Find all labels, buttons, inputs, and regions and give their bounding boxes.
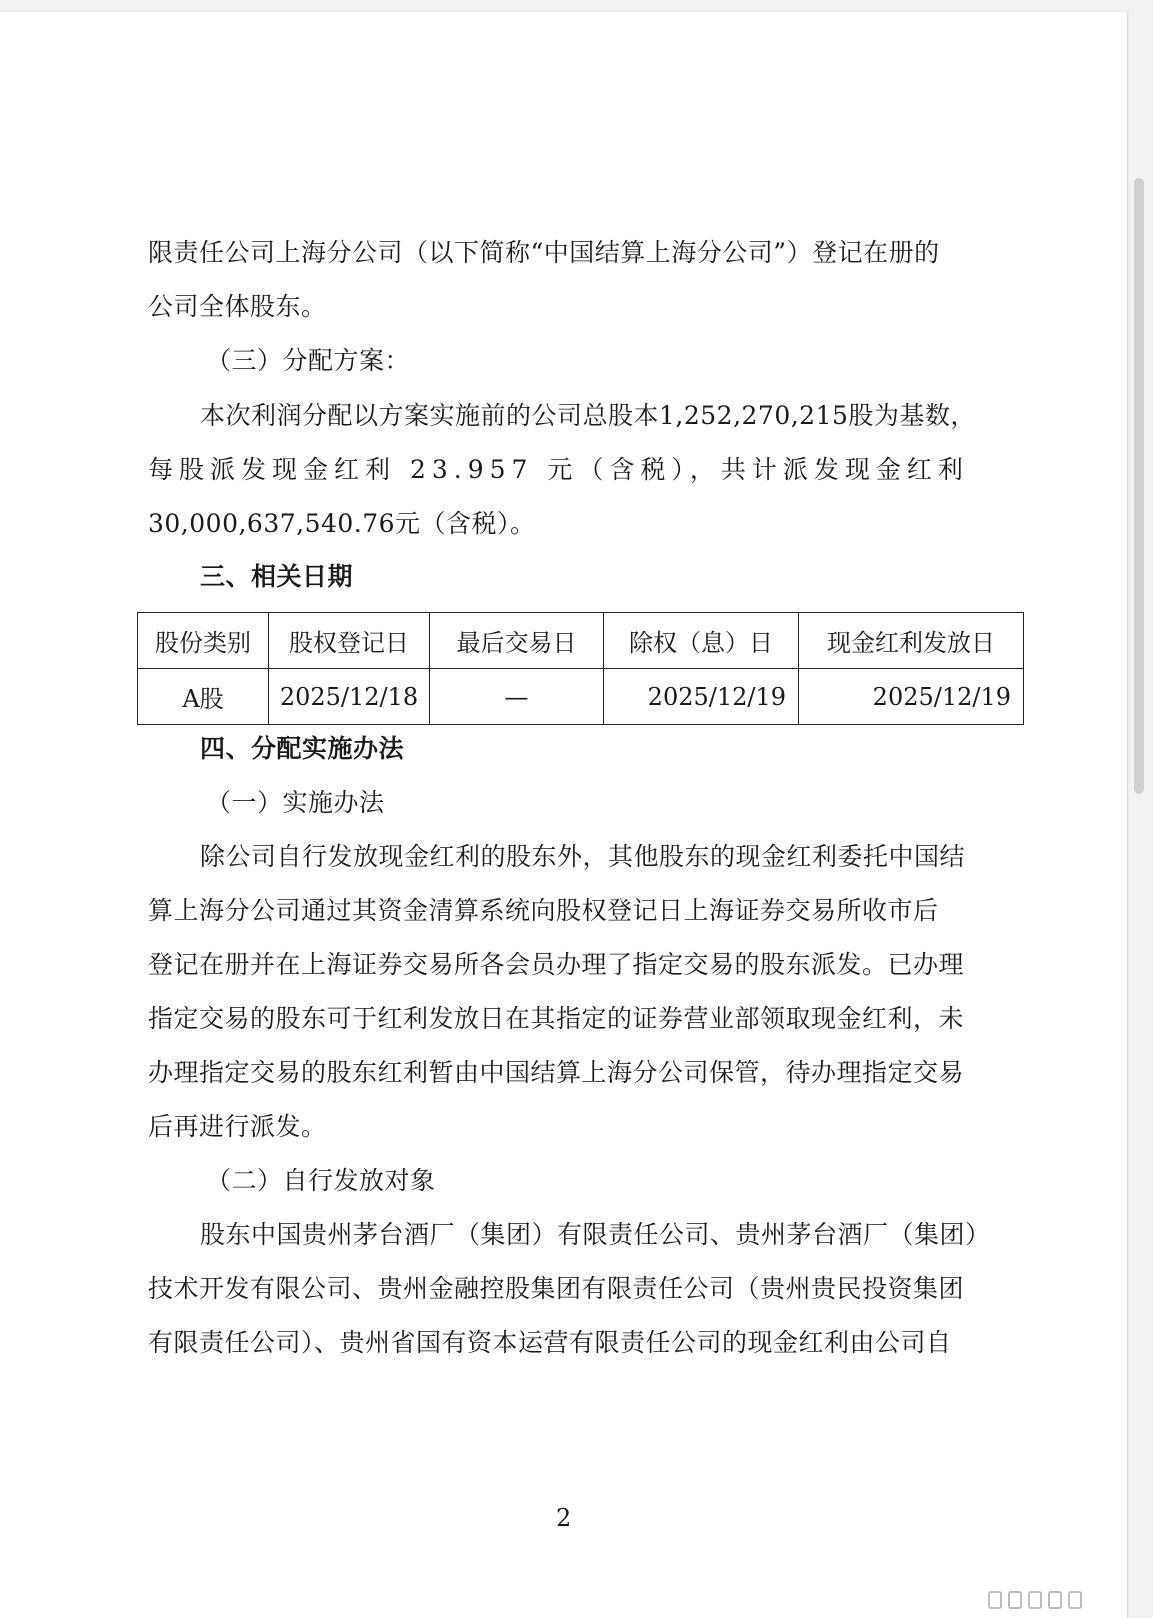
header-cell: 股权登记日 bbox=[269, 613, 430, 669]
text-line: 本次利润分配以方案实施前的公司总股本1,252,270,215股为基数， bbox=[200, 401, 976, 430]
text-line: 30,000,637,540.76元（含税）。 bbox=[148, 509, 536, 538]
table-cell: 2025/12/18 bbox=[269, 669, 430, 725]
text-line: 后再进行派发。 bbox=[148, 1112, 327, 1141]
text-line: 算上海分公司通过其资金清算系统向股权登记日上海证券交易所收市后 bbox=[148, 896, 939, 925]
table-cell: 2025/12/19 bbox=[799, 669, 1024, 725]
table-header-row bbox=[138, 613, 1024, 669]
text-line: 技术开发有限公司、贵州金融控股集团有限责任公司（贵州贵民投资集团 bbox=[148, 1274, 965, 1303]
text-line: 股东中国贵州茅台酒厂（集团）有限责任公司、贵州茅台酒厂（集团） bbox=[200, 1220, 991, 1249]
section-title-dates: 三、相关日期 bbox=[200, 562, 354, 591]
text-line: 指定交易的股东可于红利发放日在其指定的证券营业部领取现金红利，未 bbox=[148, 1004, 965, 1033]
dates-table bbox=[137, 612, 1024, 725]
table-cell: A股 bbox=[138, 669, 269, 725]
subheading-method: （一）实施办法 bbox=[206, 788, 385, 817]
text-line: 每股派发现金红利 23.957 元（含税），共计派发现金红利 bbox=[148, 455, 969, 484]
text-line: 办理指定交易的股东红利暂由中国结算上海分公司保管，待办理指定交易 bbox=[148, 1058, 965, 1087]
subheading-plan: （三）分配方案： bbox=[206, 346, 411, 375]
table-cell: — bbox=[430, 669, 604, 725]
header-cell: 除权（息）日 bbox=[604, 613, 799, 669]
text-line: 限责任公司上海分公司（以下简称“中国结算上海分公司”）登记在册的 bbox=[148, 238, 940, 267]
text-line: 登记在册并在上海证券交易所各会员办理了指定交易的股东派发。已办理 bbox=[148, 950, 965, 979]
table-cell: 2025/12/19 bbox=[604, 669, 799, 725]
document-page bbox=[0, 12, 1128, 1618]
table-row bbox=[138, 669, 1024, 725]
header-cell: 股份类别 bbox=[138, 613, 269, 669]
section-title-method: 四、分配实施办法 bbox=[200, 734, 405, 763]
header-cell: 现金红利发放日 bbox=[799, 613, 1024, 669]
text-line: 公司全体股东。 bbox=[148, 292, 327, 321]
subheading-self-issue: （二）自行发放对象 bbox=[206, 1166, 436, 1195]
vertical-scrollbar[interactable] bbox=[1134, 178, 1144, 794]
text-line: 有限责任公司）、贵州省国有资本运营有限责任公司的现金红利由公司自 bbox=[148, 1328, 952, 1357]
watermark-icon bbox=[988, 1588, 1108, 1612]
header-cell: 最后交易日 bbox=[430, 613, 604, 669]
page-number: 2 bbox=[556, 1504, 572, 1532]
text-line: 除公司自行发放现金红利的股东外，其他股东的现金红利委托中国结 bbox=[200, 842, 966, 871]
